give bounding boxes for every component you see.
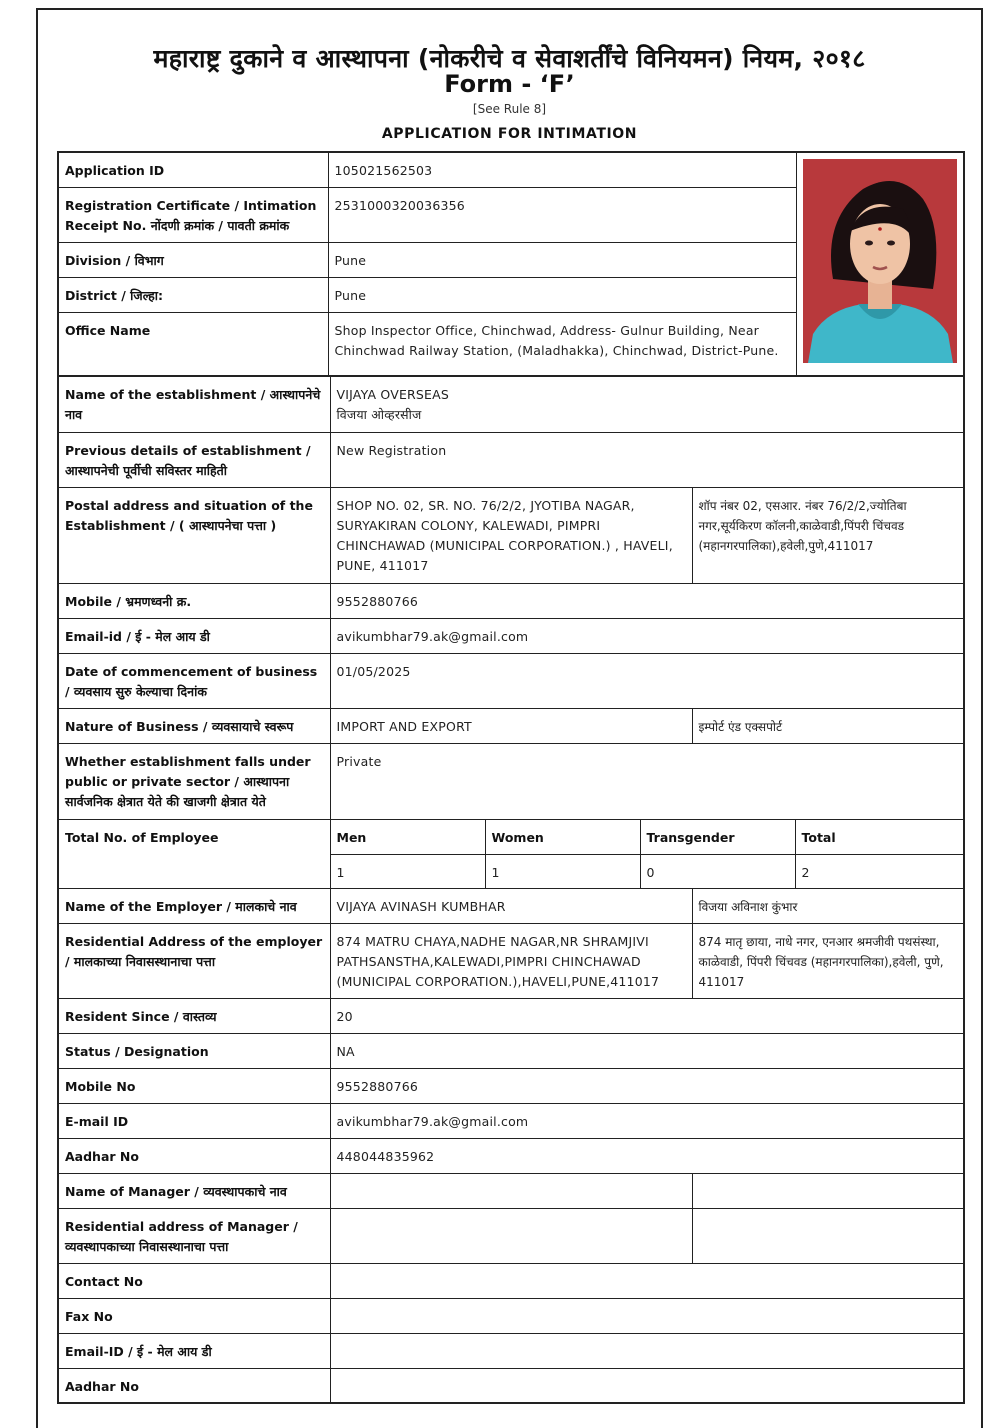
email-value: avikumbhar79.ak@gmail.com bbox=[330, 618, 964, 653]
nature-of-business-label: Nature of Business / व्यवसायाचे स्वरूप bbox=[58, 708, 330, 743]
district-value: Pune bbox=[328, 277, 796, 312]
manager-aadhar-value bbox=[330, 1368, 964, 1403]
employer-email-label: E-mail ID bbox=[58, 1103, 330, 1138]
manager-name-en bbox=[330, 1173, 692, 1208]
employer-aadhar-value: 448044835962 bbox=[330, 1138, 964, 1173]
manager-aadhar-label: Aadhar No bbox=[58, 1368, 330, 1403]
resident-since-label: Resident Since / वास्तव्य bbox=[58, 998, 330, 1033]
establishment-name-label: Name of the establishment / आस्थापनेचे नाव bbox=[58, 376, 330, 432]
postal-address-label: Postal address and situation of the Establishment / ( आस्थापनेचा पत्ता ) bbox=[58, 487, 330, 583]
resident-since-value: 20 bbox=[330, 998, 964, 1033]
postal-address-en: SHOP NO. 02, SR. NO. 76/2/2, JYOTIBA NAGAR, SURYAKIRAN COLONY, KALEWADI, PIMPRI CHINCHAWAD (MUNICIPAL CORPORATION.) , HAVELI, PUNE, 411017 bbox=[330, 487, 692, 583]
employees-men-header: Men bbox=[330, 819, 485, 854]
employer-aadhar-label: Aadhar No bbox=[58, 1138, 330, 1173]
manager-address-label: Residential address of Manager / व्यवस्थापकाच्या निवासस्थानाचा पत्ता bbox=[58, 1208, 330, 1263]
status-designation-value: NA bbox=[330, 1033, 964, 1068]
status-designation-label: Status / Designation bbox=[58, 1033, 330, 1068]
employer-mobile-label: Mobile No bbox=[58, 1068, 330, 1103]
registration-value: 2531000320036356 bbox=[328, 187, 796, 242]
employer-email-value: avikumbhar79.ak@gmail.com bbox=[330, 1103, 964, 1138]
form-name: Form - ‘F’ bbox=[444, 70, 575, 98]
employees-total-header: Total bbox=[795, 819, 964, 854]
postal-address-mr: शॉप नंबर 02, एसआर. नंबर 76/2/2,ज्योतिबा नगर,सूर्यकिरण कॉलनी,काळेवाडी,पिंपरी चिंचवड (महानगरपालिका),हवेली,पुणे,411017 bbox=[692, 487, 964, 583]
employees-total-value: 2 bbox=[795, 854, 964, 888]
manager-email-value bbox=[330, 1333, 964, 1368]
employees-transgender-header: Transgender bbox=[640, 819, 795, 854]
employer-name-en: VIJAYA AVINASH KUMBHAR bbox=[330, 888, 692, 923]
mobile-value: 9552880766 bbox=[330, 583, 964, 618]
application-top-table bbox=[57, 151, 965, 377]
establishment-name-en: VIJAYA OVERSEAS bbox=[336, 387, 450, 402]
application-heading: APPLICATION FOR INTIMATION bbox=[381, 126, 638, 142]
manager-email-label: Email-ID / ई - मेल आय डी bbox=[58, 1333, 330, 1368]
establishment-name-value bbox=[330, 376, 964, 432]
employer-address-label: Residential Address of the employer / मालकाच्या निवासस्थानाचा पत्ता bbox=[58, 923, 330, 998]
application-id-value: 105021562503 bbox=[328, 152, 796, 187]
manager-contact-label: Contact No bbox=[58, 1263, 330, 1298]
application-id-label: Application ID bbox=[58, 152, 328, 187]
manager-name-label: Name of Manager / व्यवस्थापकाचे नाव bbox=[58, 1173, 330, 1208]
rule-reference: [See Rule 8] bbox=[472, 102, 547, 116]
employer-name-label: Name of the Employer / मालकाचे नाव bbox=[58, 888, 330, 923]
nature-of-business-mr: इम्पोर्ट एंड एक्सपोर्ट bbox=[692, 708, 964, 743]
registration-label: Registration Certificate / Intimation Receipt No. नोंदणी क्रमांक / पावती क्रमांक bbox=[58, 187, 328, 242]
employer-mobile-value: 9552880766 bbox=[330, 1068, 964, 1103]
total-employees-label: Total No. of Employee bbox=[58, 819, 330, 888]
employees-women-header: Women bbox=[485, 819, 640, 854]
employees-transgender-value: 0 bbox=[640, 854, 795, 888]
sector-value: Private bbox=[330, 743, 964, 819]
applicant-photo bbox=[803, 159, 957, 363]
manager-address-en bbox=[330, 1208, 692, 1263]
manager-fax-value bbox=[330, 1298, 964, 1333]
employees-women-value: 1 bbox=[485, 854, 640, 888]
previous-details-value: New Registration bbox=[330, 432, 964, 487]
manager-name-mr bbox=[692, 1173, 964, 1208]
email-label: Email-id / ई - मेल आय डी bbox=[58, 618, 330, 653]
form-title: महाराष्ट्र दुकाने व आस्थापना (नोकरीचे व सेवाशर्तींचे विनियमन) नियम, २०१८ bbox=[153, 44, 866, 73]
photo-cell bbox=[796, 152, 964, 376]
nature-of-business-en: IMPORT AND EXPORT bbox=[330, 708, 692, 743]
manager-fax-label: Fax No bbox=[58, 1298, 330, 1333]
sector-label: Whether establishment falls under public or private sector / आस्थापना सार्वजनिक क्षेत्रात येते की खाजगी क्षेत्रात येते bbox=[58, 743, 330, 819]
manager-address-mr bbox=[692, 1208, 964, 1263]
previous-details-label: Previous details of establishment / आस्थापनेची पूर्वीची सविस्तर माहिती bbox=[58, 432, 330, 487]
mobile-label: Mobile / भ्रमणध्वनी क्र. bbox=[58, 583, 330, 618]
office-name-label: Office Name bbox=[58, 312, 328, 376]
division-value: Pune bbox=[328, 242, 796, 277]
division-label: Division / विभाग bbox=[58, 242, 328, 277]
employer-address-en: 874 MATRU CHAYA,NADHE NAGAR,NR SHRAMJIVI PATHSANSTHA,KALEWADI,PIMPRI CHINCHAWAD (MUNICIPAL CORPORATION.),HAVELI,PUNE,411017 bbox=[330, 923, 692, 998]
manager-contact-value bbox=[330, 1263, 964, 1298]
establishment-details-table bbox=[57, 375, 965, 1404]
commencement-date-label: Date of commencement of business / व्यवसाय सुरु केल्याचा दिनांक bbox=[58, 653, 330, 708]
employer-name-mr: विजया अविनाश कुंभार bbox=[692, 888, 964, 923]
office-name-value: Shop Inspector Office, Chinchwad, Address- Gulnur Building, Near Chinchwad Railway Station, (Maladhakka), Chinchwad, District-Pune. bbox=[328, 312, 796, 376]
district-label: District / जिल्हा: bbox=[58, 277, 328, 312]
employees-men-value: 1 bbox=[330, 854, 485, 888]
establishment-name-mr: विजया ओव्हरसीज bbox=[336, 407, 422, 422]
commencement-date-value: 01/05/2025 bbox=[330, 653, 964, 708]
employer-address-mr: 874 मातृ छाया, नाधे नगर, एनआर श्रमजीवी पथसंस्था, काळेवाडी, पिंपरी चिंचवड (महानगरपालिका),हवेली, पुणे, 411017 bbox=[692, 923, 964, 998]
